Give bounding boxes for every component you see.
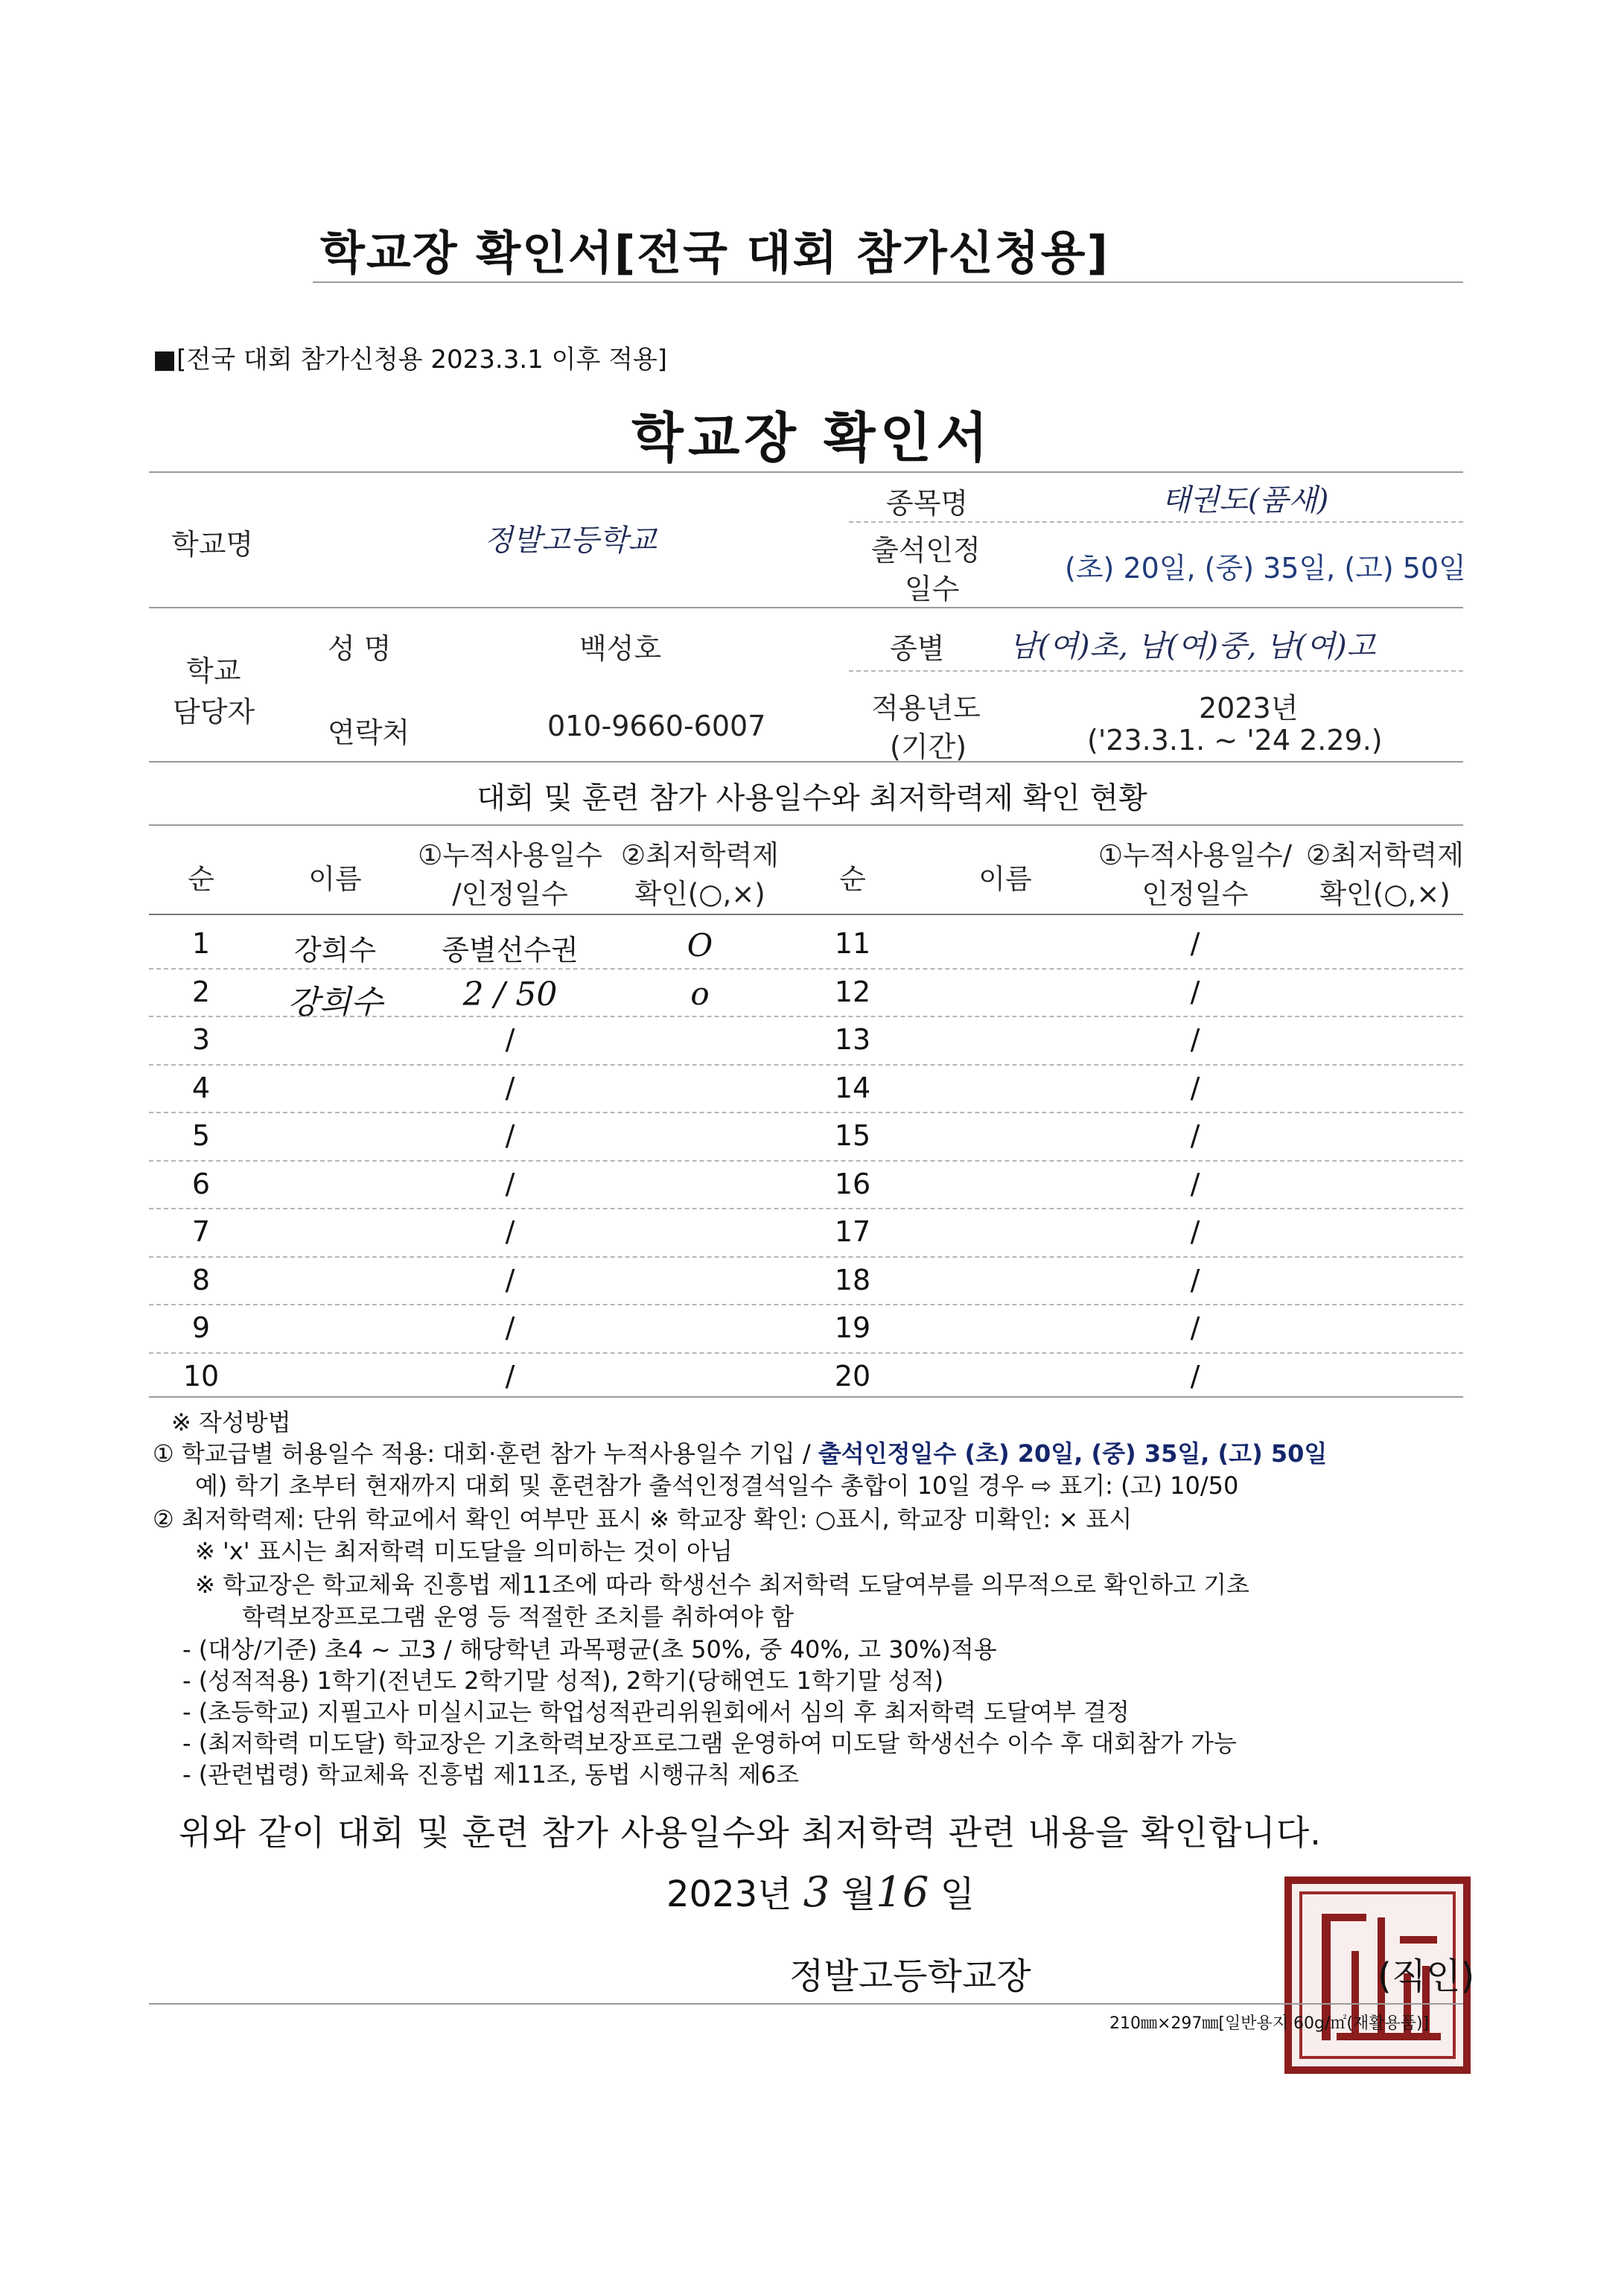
confirmation-statement: 위와 같이 대회 및 훈련 참가 사용일수와 최저학력 관련 내용을 확인합니다. <box>179 1812 1322 1853</box>
row-number: 18 <box>834 1263 871 1296</box>
sport-label: 종목명 <box>886 487 969 520</box>
contact-label: 연락처 <box>328 716 410 749</box>
date-month: 3 <box>803 1868 830 1917</box>
principal-name: 정발고등학교장 <box>789 1955 1031 1997</box>
days-used: / <box>1190 1071 1200 1104</box>
contact-value: 010-9660-6007 <box>547 710 766 742</box>
period-value: ('23.3.1. ~ '24 2.29.) <box>1087 724 1383 757</box>
days-used: / <box>505 1215 515 1248</box>
table-title: 대회 및 훈련 참가 사용일수와 최저학력제 확인 현황 <box>477 781 1147 815</box>
note-2: ② 최저학력제: 단위 학교에서 확인 여부만 표시 ※ 학교장 확인: ○표시, 학교장 미확인: × 표시 <box>153 1505 1133 1533</box>
attendance-label: 출석인정 <box>871 534 981 567</box>
date-day: 16 <box>876 1868 929 1917</box>
days-used: / <box>1190 1023 1200 1056</box>
year-label: 적용년도 <box>871 692 981 725</box>
header-bottom-border <box>149 914 1463 915</box>
row-divider <box>149 1352 1463 1354</box>
header-min-right-2: 확인(○,×) <box>1319 878 1451 910</box>
row-number: 14 <box>834 1071 871 1104</box>
days-used: / <box>505 1023 515 1056</box>
table-bottom-border <box>149 1396 1463 1398</box>
days-used: 종별선수권 <box>442 934 579 967</box>
days-used: / <box>1190 1359 1200 1392</box>
table-top-border <box>149 824 1463 826</box>
days-used: / <box>1190 1215 1200 1248</box>
document-top-title: 학교장 확인서[전국 대회 참가신청용] <box>320 226 1109 280</box>
detail-5: - (관련법령) 학교체육 진흥법 제11조, 동법 시행규칙 제6조 <box>182 1760 800 1789</box>
header-name: 이름 <box>308 863 362 895</box>
person-name-label: 성 명 <box>328 632 392 665</box>
person-name-value: 백성호 <box>579 632 662 665</box>
row-number: 13 <box>834 1023 871 1056</box>
detail-2: - (성적적용) 1학기(전년도 2학기말 성적), 2학기(당해연도 1학기말 성적) <box>182 1667 944 1695</box>
attendance-value: (초) 20일, (중) 35일, (고) 50일 <box>1065 552 1466 585</box>
header-no: 순 <box>188 863 214 895</box>
row-divider <box>149 1256 1463 1258</box>
days-used: / <box>505 1167 515 1200</box>
row-divider <box>149 1304 1463 1305</box>
row-number: 12 <box>834 975 871 1008</box>
header-days-right: ①누적사용일수/ <box>1098 839 1293 871</box>
divider <box>849 521 1463 523</box>
date-year: 2023년 <box>666 1874 792 1915</box>
min-academic-check: O <box>687 927 713 964</box>
sport-value: 태권도(품새) <box>1162 483 1329 518</box>
row-divider <box>149 1016 1463 1017</box>
note-2-a: ※ 'x' 표시는 최저학력 미도달을 의미하는 것이 아님 <box>195 1537 733 1565</box>
divider <box>849 670 1463 672</box>
days-used: / <box>505 1071 515 1104</box>
header-min-2: 확인(○,×) <box>634 878 765 910</box>
category-value: 남(여)초, 남(여)중, 남(여)고 <box>1009 629 1376 663</box>
days-used: / <box>1190 927 1200 960</box>
header-no-right: 순 <box>839 863 866 895</box>
seal-label: (직인) <box>1378 1955 1475 1997</box>
row-number: 9 <box>191 1311 211 1344</box>
row-number: 7 <box>191 1215 211 1248</box>
page-title: 학교장 확인서 <box>631 407 993 469</box>
manager-label: 학교 <box>186 655 241 687</box>
days-used: 2 / 50 <box>462 975 558 1013</box>
row-number: 5 <box>191 1119 211 1152</box>
manager-label-2: 담당자 <box>173 695 255 728</box>
notice-text: ■[전국 대회 참가신청용 2023.3.1 이후 적용] <box>153 345 668 375</box>
row-divider <box>149 1160 1463 1162</box>
days-used: / <box>1190 1167 1200 1200</box>
row-divider <box>149 968 1463 970</box>
detail-3: - (초등학교) 지필고사 미실시교는 학업성적관리위원회에서 심의 후 최저학력 도달여부 결정 <box>182 1698 1130 1726</box>
year-label-2: (기간) <box>890 730 967 763</box>
date-month-label: 월 <box>841 1874 876 1915</box>
row-divider <box>149 1064 1463 1066</box>
row-number: 20 <box>834 1359 871 1392</box>
row-number: 4 <box>191 1071 211 1104</box>
days-used: / <box>505 1359 515 1392</box>
row-number: 8 <box>191 1263 211 1296</box>
notes-heading: ※ 작성방법 <box>171 1408 291 1436</box>
days-used: / <box>505 1119 515 1152</box>
days-used: / <box>505 1311 515 1344</box>
note-1-example: 예) 학기 초부터 현재까지 대회 및 훈련참가 출석인정결석일수 총합이 10일 경우 ⇨ 표기: (고) 10/50 <box>195 1471 1239 1500</box>
athlete-name: 강희수 <box>293 934 377 967</box>
divider <box>149 761 1463 763</box>
paper-size-text: 210㎜×297㎜[일반용지 60g/㎡(재활용품)] <box>1109 2014 1430 2033</box>
school-name-value: 정발고등학교 <box>484 523 657 558</box>
row-divider <box>149 1208 1463 1209</box>
school-name-label: 학교명 <box>171 528 254 561</box>
row-number: 2 <box>191 975 211 1008</box>
date-day-label: 일 <box>940 1874 975 1915</box>
divider <box>149 607 1463 608</box>
header-days-right-2: 인정일수 <box>1141 878 1249 910</box>
row-number: 6 <box>191 1167 211 1200</box>
footer-divider <box>149 2003 1463 2005</box>
days-used: / <box>1190 1311 1200 1344</box>
header-min: ②최저학력제 <box>621 839 779 871</box>
days-used: / <box>505 1263 515 1296</box>
row-number: 17 <box>834 1215 871 1248</box>
category-label: 종별 <box>890 632 945 665</box>
row-number: 10 <box>182 1359 220 1392</box>
row-number: 19 <box>834 1311 871 1344</box>
detail-4: - (최저학력 미도달) 학교장은 기초학력보장프로그램 운영하여 미도달 학생선수 이수 후 대회참가 가능 <box>182 1729 1237 1757</box>
athlete-name: 강희수 <box>287 983 383 1022</box>
row-number: 1 <box>191 927 211 960</box>
year-value: 2023년 <box>1199 692 1299 725</box>
note-2-b-cont: 학력보장프로그램 운영 등 적절한 조치를 취하여야 함 <box>242 1602 795 1631</box>
row-divider <box>149 1112 1463 1113</box>
detail-1: - (대상/기준) 초4 ~ 고3 / 해당학년 과목평균(초 50%, 중 40%, 고 30%)적용 <box>182 1635 997 1664</box>
divider <box>313 281 1463 283</box>
days-used: / <box>1190 975 1200 1008</box>
header-name-right: 이름 <box>978 863 1032 895</box>
signature-date <box>666 1865 975 1917</box>
note-1-bold: 출석인정일수 (초) 20일, (중) 35일, (고) 50일 <box>818 1439 1328 1468</box>
days-used: / <box>1190 1263 1200 1296</box>
header-days-2: /인정일수 <box>452 878 568 910</box>
min-academic-check: o <box>690 975 710 1012</box>
row-number: 15 <box>834 1119 871 1152</box>
note-2-b: ※ 학교장은 학교체육 진흥법 제11조에 따라 학생선수 최저학력 도달여부를 의무적으로 확인하고 기초 <box>195 1570 1249 1599</box>
header-min-right: ②최저학력제 <box>1306 839 1464 871</box>
header-days: ①누적사용일수 <box>418 839 602 871</box>
attendance-label-2: 일수 <box>905 573 960 605</box>
row-number: 16 <box>834 1167 871 1200</box>
note-1 <box>153 1435 1327 1469</box>
note-1-text: ① 학교급별 허용일수 적용: 대회·훈련 참가 누적사용일수 기입 / <box>153 1439 818 1468</box>
row-number: 11 <box>834 927 871 960</box>
days-used: / <box>1190 1119 1200 1152</box>
row-number: 3 <box>191 1023 211 1056</box>
divider <box>149 471 1463 473</box>
